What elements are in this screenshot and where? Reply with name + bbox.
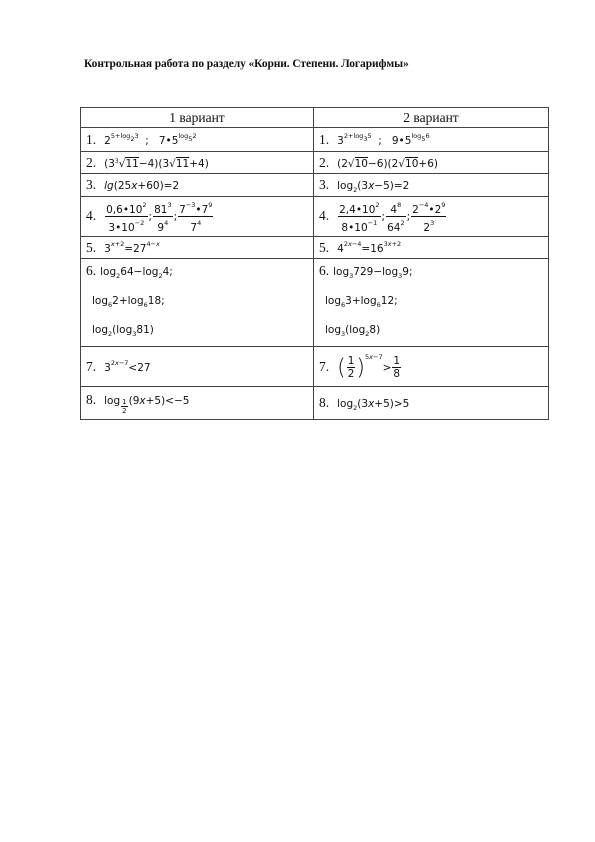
formula: (2√10−6)(2√10+6) bbox=[337, 157, 438, 170]
formula: $\log_2(3x-5)=2$ bbox=[337, 180, 410, 194]
formula: $\frac{2,4•10^2}{8•10^{-1}}$ ; $\frac{4^8}{64^2}$ ; $\frac{2^{-4}•2^9}{2^3}$ bbox=[339, 201, 446, 234]
task-5-variant-2: 5. $4^{2x-4}=16^{3x+2}$ bbox=[314, 237, 549, 259]
formula: $\log_3729-\log_39$; bbox=[333, 266, 413, 280]
formula: $\log_264-\log_24$; bbox=[100, 266, 173, 280]
formula: $\frac{0,6•10^2}{3•10^{-2}}$ ; $\frac{81^3}{9^4}$ ; $\frac{7^{-3}•7^9}{7^4}$ bbox=[106, 201, 213, 234]
task-8-variant-1: 8. log $_{\frac{1}{2}}$ (9x+5)<−5 bbox=[81, 387, 314, 420]
task-4-variant-1: 4. $\frac{0,6•10^2}{3•10^{-2}}$ ; $\frac{81^3}{9^4}$ ; $\frac{7^{-3}•7^9}{7^4}$ bbox=[81, 197, 314, 237]
table-row bbox=[81, 197, 549, 237]
task-6-variant-2: 6. $\log_3729-\log_39$; $\log_63+\log_612$; $\log_3(\log_28)$ bbox=[314, 259, 549, 347]
task-6-variant-1: 6. $\log_264-\log_24$; $\log_62+\log_618$; $\log_2(\log_381)$ bbox=[81, 259, 314, 347]
variant-1-header: 1 вариант bbox=[81, 108, 314, 128]
formula: $\log_2(\log_381)$ bbox=[92, 324, 154, 338]
formula: $(3^3√11-4)(3√11+4)$ bbox=[104, 157, 209, 170]
formula: lg(25x+60)=2 bbox=[104, 180, 180, 192]
task-2-variant-2: 2. (2√10−6)(2√10+6) bbox=[314, 152, 549, 174]
formula: $\log_63+\log_612$; bbox=[325, 295, 398, 309]
table-row bbox=[81, 237, 549, 259]
task-1-variant-2: 1. $3^{2+log_35}$ ; $9•5^{log_56}$ bbox=[314, 128, 549, 152]
formula: $3^{x+2}=27^{4-x}$ bbox=[104, 239, 160, 255]
formula: $3^{2x-7}<27$ bbox=[104, 358, 151, 374]
table-row bbox=[81, 128, 549, 152]
task-7-variant-1: 7. $3^{2x-7}<27$ bbox=[81, 347, 314, 387]
test-table bbox=[80, 107, 549, 420]
task-3-variant-1: 3. lg(25x+60)=2 bbox=[81, 174, 314, 197]
formula: $2^{5+log_23}$ ; $7•5^{log_52}$ bbox=[104, 131, 197, 147]
formula: $\log_62+\log_618$; bbox=[92, 295, 165, 309]
table-row bbox=[81, 347, 549, 387]
formula: $\log_3(\log_28)$ bbox=[325, 324, 381, 338]
variant-2-header: 2 вариант bbox=[314, 108, 549, 128]
formula: $\log_2(3x+5)>5$ bbox=[337, 398, 410, 412]
table-header-row bbox=[81, 108, 549, 128]
table-row bbox=[81, 174, 549, 197]
task-8-variant-2: 8. $\log_2(3x+5)>5$ bbox=[314, 387, 549, 420]
task-3-variant-2: 3. $\log_2(3x-5)=2$ bbox=[314, 174, 549, 197]
table-row bbox=[81, 259, 549, 347]
formula: ( $\frac{1}{2}$ )$^{5x-7}$> $\frac{1}{8}$ bbox=[337, 352, 401, 381]
task-1-variant-1: 1. $2^{5+log_23}$ ; $7•5^{log_52}$ bbox=[81, 128, 314, 152]
formula: $4^{2x-4}=16^{3x+2}$ bbox=[337, 239, 402, 255]
page-title: Контрольная работа по разделу «Корни. Степени. Логарифмы» bbox=[84, 58, 409, 70]
task-4-variant-2: 4. $\frac{2,4•10^2}{8•10^{-1}}$ ; $\frac{4^8}{64^2}$ ; $\frac{2^{-4}•2^9}{2^3}$ bbox=[314, 197, 549, 237]
task-7-variant-2: 7. ( $\frac{1}{2}$ )$^{5x-7}$> $\frac{1}{8}$ bbox=[314, 347, 549, 387]
formula: $3^{2+log_35}$ ; $9•5^{log_56}$ bbox=[337, 131, 430, 147]
table-row bbox=[81, 152, 549, 174]
task-5-variant-1: 5. $3^{x+2}=27^{4-x}$ bbox=[81, 237, 314, 259]
formula: log $_{\frac{1}{2}}$ (9x+5)<−5 bbox=[104, 395, 190, 415]
table-row bbox=[81, 387, 549, 420]
task-2-variant-1: 2. $(3^3√11-4)(3√11+4)$ bbox=[81, 152, 314, 174]
